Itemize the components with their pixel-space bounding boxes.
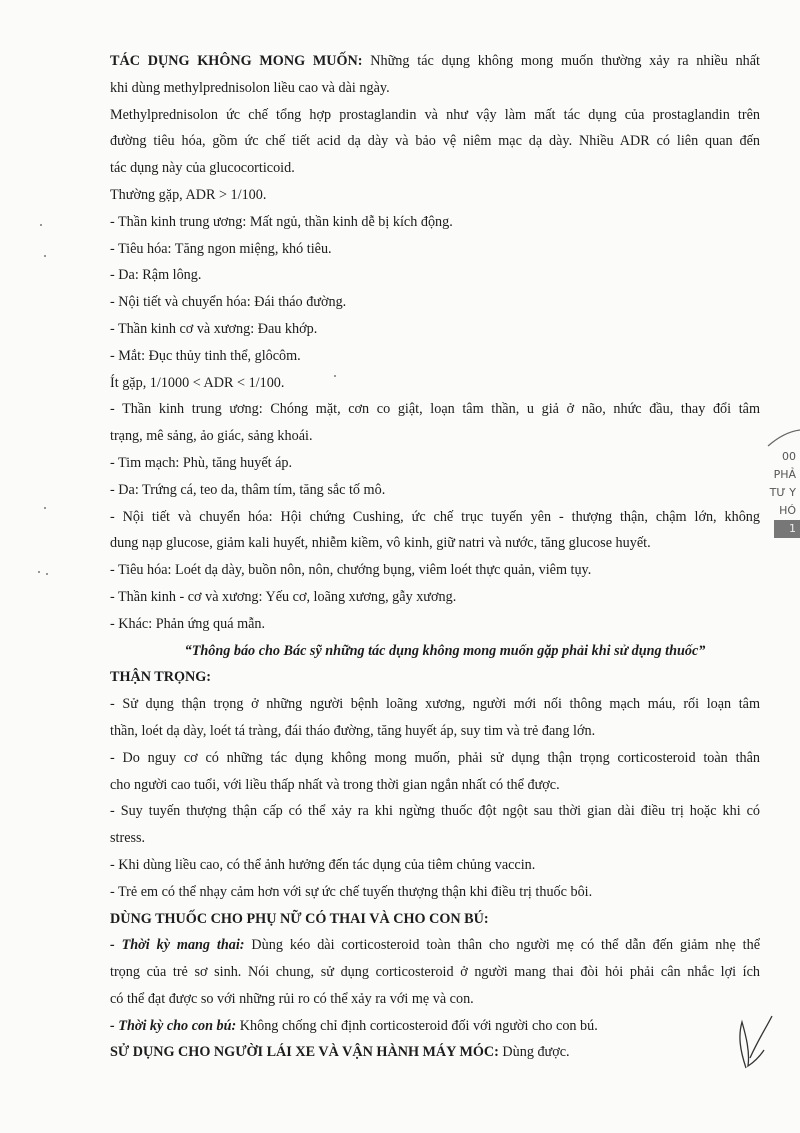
precaution-line: - Do nguy cơ có những tác dụng không mong muốn, phải sử dụng thận trọng corticosteroid toàn thân bbox=[110, 749, 760, 766]
rare-cns-line: trạng, mê sảng, ảo giác, sảng khoái. bbox=[110, 428, 313, 445]
precaution-line: - Suy tuyến thượng thận cấp có thể xảy ra khi ngừng thuốc đột ngột sau thời gian dài điều trị hoặc khi có bbox=[110, 803, 760, 820]
rare-gi: - Tiêu hóa: Loét dạ dày, buồn nôn, nôn, chướng bụng, viêm loét thực quản, viêm tụy. bbox=[110, 562, 592, 579]
rare-other: - Khác: Phản ứng quá mẫn. bbox=[110, 615, 266, 632]
common-item: - Thần kinh cơ và xương: Đau khớp. bbox=[110, 320, 318, 337]
rare-skin: - Da: Trứng cá, teo da, thâm tím, tăng sắc tố mô. bbox=[110, 481, 386, 498]
common-item: - Thần kinh trung ương: Mất ngủ, thần kinh dễ bị kích động. bbox=[110, 213, 453, 230]
side-effects-intro-line: khi dùng methylprednisolon liều cao và dài ngày. bbox=[110, 79, 390, 96]
common-item: - Da: Rậm lông. bbox=[110, 267, 202, 284]
common-header: Thường gặp, ADR > 1/100. bbox=[110, 186, 267, 203]
common-item: - Tiêu hóa: Tăng ngon miệng, khó tiêu. bbox=[110, 240, 332, 257]
precautions-heading: THẬN TRỌNG: bbox=[110, 669, 212, 686]
pregnancy-line: trọng của trẻ sơ sinh. Nói chung, sử dụng corticosteroid ở người mang thai đòi hỏi phải cân nhắc lợi ích bbox=[110, 964, 760, 981]
precaution-line: - Khi dùng liều cao, có thể ảnh hưởng đến tác dụng của tiêm chủng vaccin. bbox=[110, 856, 536, 873]
signature-icon bbox=[728, 1010, 778, 1080]
common-item: - Mắt: Đục thủy tinh thể, glôcôm. bbox=[110, 347, 301, 364]
precaution-line: stress. bbox=[110, 830, 146, 847]
mechanism-line: Methylprednisolon ức chế tổng hợp prostaglandin và như vậy làm mất tác dụng của prostaglandin trên bbox=[110, 106, 760, 123]
rare-endo-line: - Nội tiết và chuyển hóa: Hội chứng Cushing, ức chế trục tuyến yên - thượng thận, chậm lớn, không bbox=[110, 508, 760, 525]
mechanism-line: tác dụng này của glucocorticoid. bbox=[110, 160, 295, 177]
lactation-line: - Thời kỳ cho con bú: Không chống chỉ định corticosteroid đối với người cho con bú. bbox=[110, 1017, 598, 1034]
scan-speck bbox=[44, 507, 46, 509]
scan-speck bbox=[334, 375, 336, 377]
scan-speck bbox=[46, 573, 48, 575]
rare-cns-line: - Thần kinh trung ương: Chóng mặt, cơn co giật, loạn tâm thần, u giả ở não, nhức đầu, thay đổi tâm bbox=[110, 401, 760, 418]
common-item: - Nội tiết và chuyển hóa: Đái tháo đường. bbox=[110, 294, 347, 311]
precaution-line: - Trẻ em có thể nhạy cảm hơn với sự ức chế tuyến thượng thận khi điều trị thuốc bôi. bbox=[110, 883, 593, 900]
pregnancy-line: có thể đạt được so với những rủi ro có thể xảy ra với mẹ và con. bbox=[110, 990, 474, 1007]
scan-speck bbox=[40, 224, 42, 226]
stamp-arc-icon bbox=[766, 428, 800, 448]
precaution-line: thần, loét dạ dày, loét tá tràng, đái tháo đường, tăng huyết áp, suy tim và trẻ đang lớn. bbox=[110, 722, 596, 739]
rare-header: Ít gặp, 1/1000 < ADR < 1/100. bbox=[110, 374, 285, 391]
scan-speck bbox=[38, 571, 40, 573]
doctor-notice: “Thông báo cho Bác sỹ những tác dụng không mong muốn gặp phải khi sử dụng thuốc” bbox=[184, 642, 706, 659]
mechanism-line: đường tiêu hóa, gồm ức chế tiết acid dạ dày và bảo vệ niêm mạc dạ dày. Nhiều ADR có liên quan đến bbox=[110, 133, 760, 150]
stamp-fragment: 00 PHẢ TƯ Y HÓ 1 bbox=[766, 428, 800, 578]
pregnancy-label: - Thời kỳ mang thai: bbox=[110, 937, 245, 954]
pregnancy-heading: DÙNG THUỐC CHO PHỤ NỮ CÓ THAI VÀ CHO CON BÚ: bbox=[110, 910, 489, 927]
precaution-line: - Sử dụng thận trọng ở những người bệnh loãng xương, người mới nối thông mạch máu, rối loạn tâm bbox=[110, 696, 760, 713]
document-body bbox=[110, 48, 760, 1066]
rare-endo-line: dung nạp glucose, giảm kali huyết, nhiễm kiềm, vô kinh, giữ natri và nước, tăng glucose huyết. bbox=[110, 535, 651, 552]
side-effects-heading: TÁC DỤNG KHÔNG MONG MUỐN: bbox=[110, 53, 363, 69]
pregnancy-line: - Thời kỳ mang thai: Dùng kéo dài corticosteroid toàn thân cho người mẹ có thể dẫn đến giảm nhẹ thể bbox=[110, 937, 761, 954]
precaution-line: cho người cao tuổi, với liều thấp nhất và trong thời gian ngắn nhất có thể được. bbox=[110, 776, 560, 793]
driving-line: SỬ DỤNG CHO NGƯỜI LÁI XE VÀ VẬN HÀNH MÁY MÓC: Dùng được. bbox=[110, 1044, 570, 1061]
rare-cardio: - Tim mạch: Phù, tăng huyết áp. bbox=[110, 454, 293, 471]
side-effects-intro-line: TÁC DỤNG KHÔNG MONG MUỐN: Những tác dụng không mong muốn thường xảy ra nhiều nhất bbox=[110, 53, 760, 69]
rare-neuro-musc: - Thần kinh - cơ và xương: Yếu cơ, loãng xương, gẫy xương. bbox=[110, 588, 457, 605]
scan-speck bbox=[44, 255, 46, 257]
driving-heading: SỬ DỤNG CHO NGƯỜI LÁI XE VÀ VẬN HÀNH MÁY MÓC: bbox=[110, 1044, 499, 1061]
lactation-label: - Thời kỳ cho con bú: bbox=[110, 1017, 237, 1034]
